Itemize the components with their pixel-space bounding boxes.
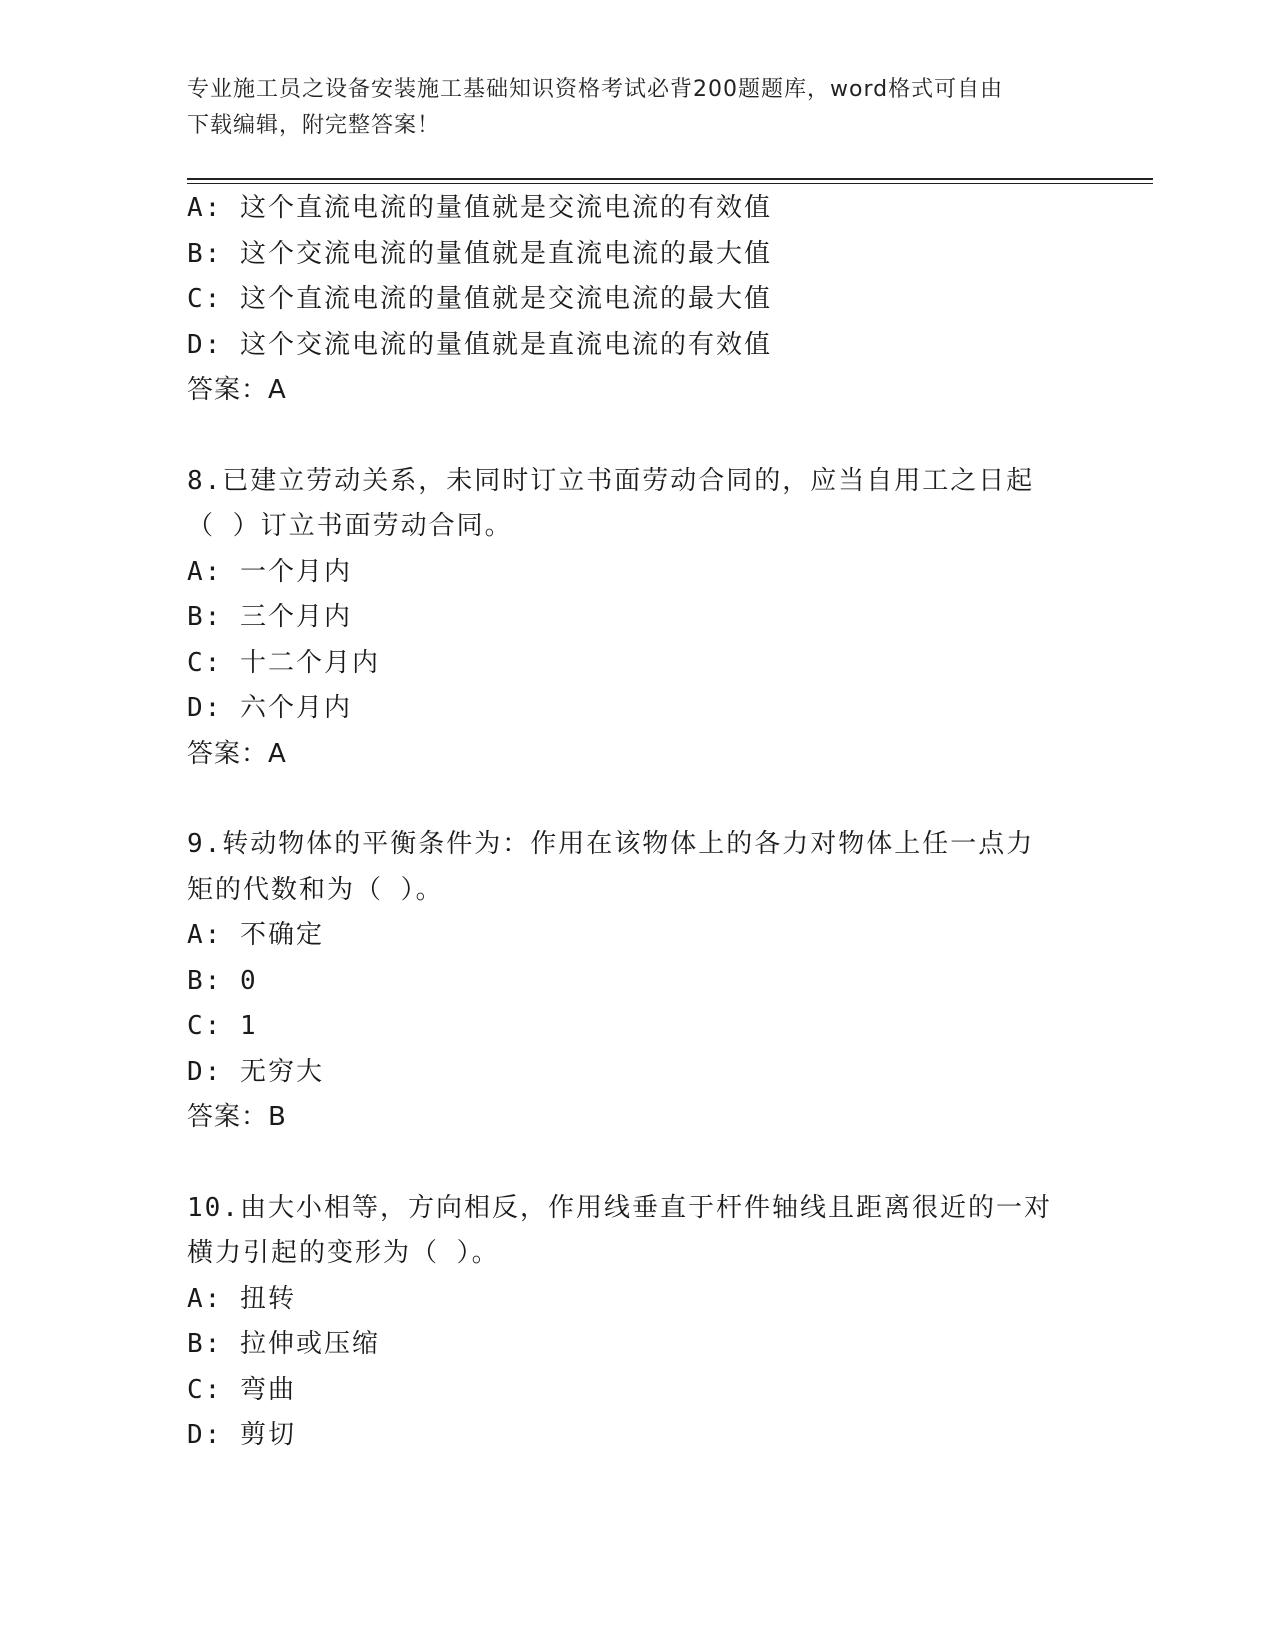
- question-text-line-2: （ ）订立书面劳动合同。: [187, 511, 513, 541]
- option-d: D: 六个月内: [187, 693, 352, 723]
- option-d: D: 无穷大: [187, 1056, 324, 1087]
- option-a: A: 不确定: [187, 920, 324, 950]
- option-d: D: 剪切: [187, 1420, 296, 1450]
- document-header: [187, 72, 1087, 144]
- question-body: [187, 186, 1087, 1459]
- question-text-line-2: 矩的代数和为（ ）。: [187, 874, 444, 905]
- answer-label: 答案：B: [187, 1102, 287, 1132]
- option-b: B: 这个交流电流的量值就是直流电流的最大值: [187, 238, 772, 269]
- option-b: B: 三个月内: [187, 602, 352, 632]
- question-text-line-1: 9.转动物体的平衡条件为：作用在该物体上的各力对物体上任一点力: [187, 829, 1035, 859]
- answer-label: 答案：A: [187, 738, 287, 769]
- answer-label: 答案：A: [187, 375, 287, 405]
- question-10: [187, 1186, 1087, 1459]
- option-a: A: 一个月内: [187, 556, 352, 587]
- header-rule-thin: [187, 183, 1153, 184]
- question-7: [187, 186, 1087, 414]
- option-a: A: 这个直流电流的量值就是交流电流的有效值: [187, 193, 772, 223]
- option-c: C: 十二个月内: [187, 647, 380, 678]
- option-c: C: 这个直流电流的量值就是交流电流的最大值: [187, 284, 772, 314]
- header-line-2: 下载编辑，附完整答案！: [187, 113, 441, 138]
- option-c: C: 弯曲: [187, 1374, 296, 1405]
- question-text-line-2: 横力引起的变形为（ ）。: [187, 1238, 500, 1268]
- option-c: C: 1: [187, 1011, 258, 1041]
- option-a: A: 扭转: [187, 1283, 296, 1314]
- header-line-1: 专业施工员之设备安装施工基础知识资格考试必背200题题库，word格式可自由: [187, 77, 1004, 102]
- question-8: [187, 459, 1087, 778]
- option-d: D: 这个交流电流的量值就是直流电流的有效值: [187, 329, 772, 360]
- option-b: B: 拉伸或压缩: [187, 1329, 380, 1359]
- header-rule-thick: [187, 178, 1153, 180]
- question-text-line-1: 8.已建立劳动关系，未同时订立书面劳动合同的，应当自用工之日起: [187, 465, 1035, 496]
- question-text-line-1: 10.由大小相等，方向相反，作用线垂直于杆件轴线且距离很近的一对: [187, 1192, 1052, 1223]
- question-9: [187, 822, 1087, 1141]
- option-b: B: 0: [187, 965, 258, 996]
